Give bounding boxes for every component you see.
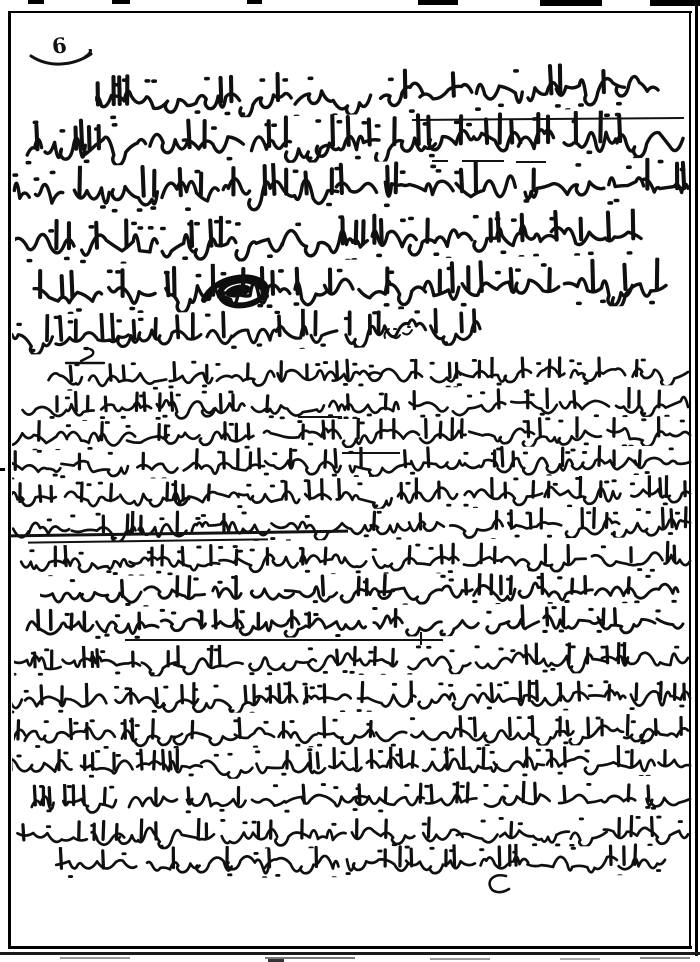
scan-speck — [0, 468, 5, 471]
manuscript-line — [12, 506, 692, 543]
underline-dash — [462, 160, 504, 162]
manuscript-line — [45, 355, 690, 391]
scan-speck — [430, 958, 490, 960]
manuscript-line — [12, 679, 692, 715]
scan-speck — [640, 957, 690, 959]
manuscript-line — [55, 843, 667, 879]
page-number-mark: 6 — [50, 32, 70, 59]
underline-tick — [420, 632, 422, 645]
manuscript-line — [25, 603, 685, 640]
manuscript-line — [30, 780, 692, 816]
scan-speck — [418, 0, 458, 5]
underline-dash — [516, 161, 546, 163]
overline-rule — [342, 452, 400, 454]
manuscript-line — [28, 258, 669, 315]
overline-rule — [298, 416, 342, 418]
signature-line — [12, 305, 483, 355]
manuscript-line — [12, 745, 692, 781]
scan-speck — [650, 0, 700, 6]
manuscript-line — [12, 157, 691, 214]
scan-speck — [560, 958, 600, 960]
scan-speck — [247, 0, 262, 4]
manuscript-line — [15, 209, 644, 266]
scan-speck — [540, 0, 602, 6]
manuscript-line — [12, 445, 692, 480]
underline-dash — [432, 160, 448, 162]
scan-speck — [112, 0, 130, 4]
underline-rule — [125, 639, 443, 641]
manuscript-line — [12, 541, 692, 577]
manuscript-line — [14, 642, 690, 678]
manuscript-line — [14, 714, 690, 750]
manuscript-line — [40, 572, 680, 607]
scan-speck — [60, 957, 130, 959]
scan-speck — [28, 0, 44, 4]
